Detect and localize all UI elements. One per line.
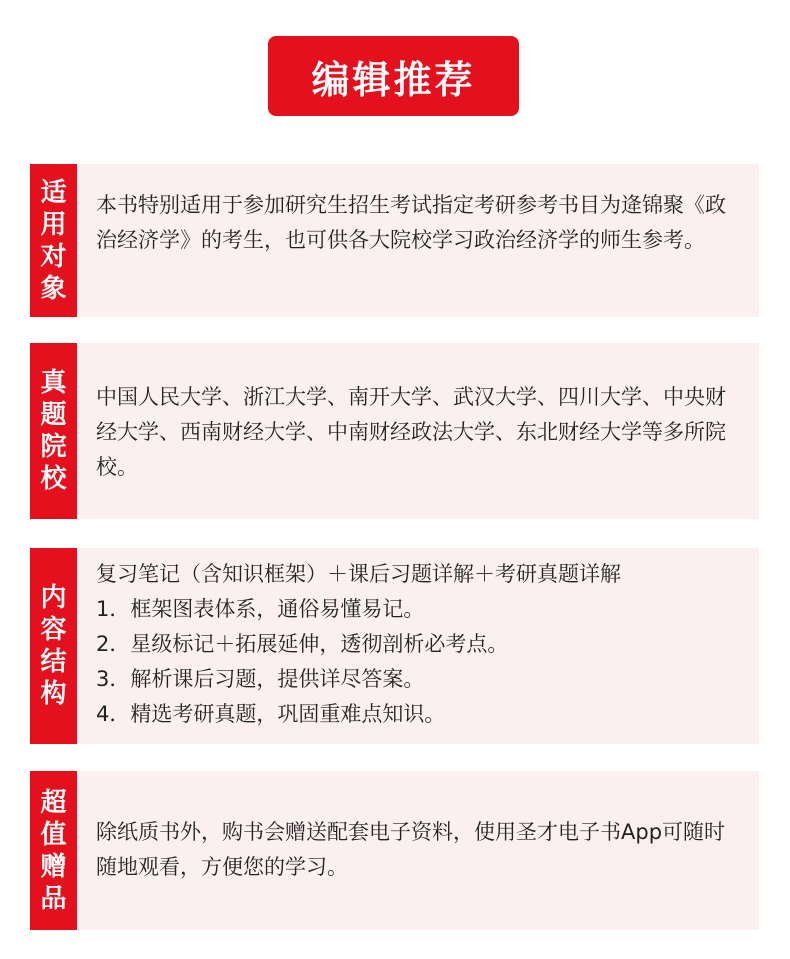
section-text: 中国人民大学、浙江大学、南开大学、武汉大学、四川大学、中央财经大学、西南财经大学、中南财经政法大学、东北财经大学等多所院校。: [96, 385, 726, 479]
tag-char: 题: [40, 400, 67, 430]
tag-char: 品: [40, 883, 67, 914]
tag-char: 结: [40, 647, 67, 677]
section-content-structure: [30, 548, 759, 744]
tag-char: 真: [40, 368, 67, 398]
section-body: [96, 557, 745, 732]
tag-char: 校: [40, 464, 67, 494]
list-item: 1．框架图表体系，通俗易懂易记。: [96, 597, 425, 621]
tag-char: 值: [40, 819, 67, 850]
tag-char: 容: [40, 615, 67, 645]
tag-char: 象: [40, 273, 67, 304]
section-body: [96, 815, 745, 885]
section-tag: [30, 548, 77, 744]
tag-char: 用: [40, 209, 67, 240]
tag-char: 对: [40, 241, 67, 272]
list-item: 3．解析课后习题，提供详尽答案。: [96, 667, 425, 691]
tag-char: 赠: [40, 851, 67, 882]
tag-char: 内: [40, 583, 67, 613]
section-tag: [30, 771, 77, 930]
tag-char: 构: [40, 679, 67, 709]
list-item: 2．星级标记＋拓展延伸，透彻剖析必考点。: [96, 632, 509, 656]
list-item: 复习笔记（含知识框架）＋课后习题详解＋考研真题详解: [96, 562, 621, 586]
section-body: [96, 188, 745, 258]
section-tag: [30, 343, 77, 519]
page-title: 编辑推荐: [268, 36, 519, 116]
section-tag: [30, 164, 77, 317]
section-text: 本书特别适用于参加研究生招生考试指定考研参考书目为逄锦聚《政治经济学》的考生，也可供各大院校学习政治经济学的师生参考。: [96, 193, 726, 252]
section-text: 除纸质书外，购书会赠送配套电子资料，使用圣才电子书App可随时随地观看，方便您的学习。: [96, 820, 726, 879]
tag-char: 超: [40, 787, 67, 818]
section-target-audience: [30, 164, 759, 317]
section-body: [96, 380, 745, 485]
tag-char: 适: [40, 177, 67, 208]
list-item: 4．精选考研真题，巩固重难点知识。: [96, 702, 446, 726]
section-bonus-gifts: [30, 771, 759, 930]
section-exam-schools: [30, 343, 759, 519]
tag-char: 院: [40, 432, 67, 462]
